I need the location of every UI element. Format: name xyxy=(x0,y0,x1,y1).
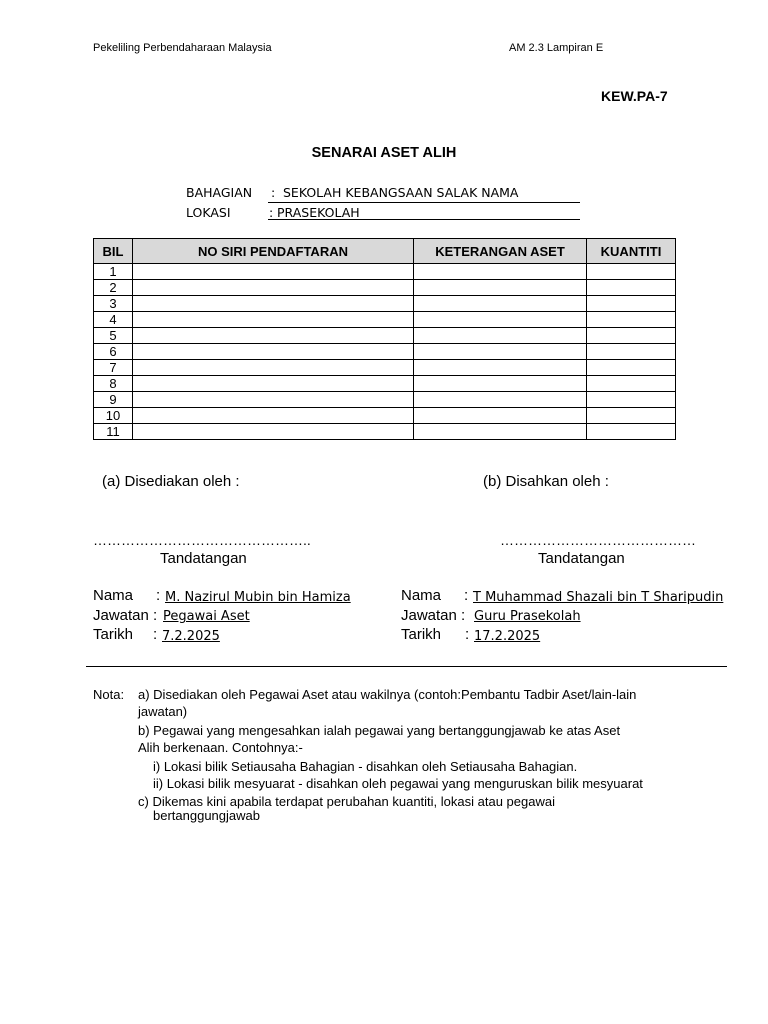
cell-no-siri[interactable] xyxy=(133,360,414,376)
asset-register-table xyxy=(93,238,676,440)
tarikh-label-right: Tarikh xyxy=(401,626,442,643)
lokasi-value: PRASEKOLAH xyxy=(277,205,360,220)
cell-keterangan[interactable] xyxy=(414,328,587,344)
row-bil: 6 xyxy=(94,344,133,360)
nama-colon-left: : xyxy=(156,587,161,604)
row-bil: 9 xyxy=(94,392,133,408)
cell-kuantiti[interactable] xyxy=(587,392,676,408)
signature-dots-left: ……………………………………….. xyxy=(93,532,311,548)
table-row xyxy=(94,392,676,408)
cell-keterangan[interactable] xyxy=(414,280,587,296)
cell-no-siri[interactable] xyxy=(133,296,414,312)
nota-b-ii: ii) Lokasi bilik mesyuarat - disahkan oleh pegawai yang menguruskan bilik mesyuarat xyxy=(153,776,643,791)
tarikh-value-left: 7.2.2025 xyxy=(162,629,220,644)
tarikh-value-right: 17.2.2025 xyxy=(474,629,541,644)
nota-label: Nota: xyxy=(93,687,125,702)
col-keterangan: KETERANGAN ASET xyxy=(414,239,587,264)
nota-a-line1: a) Disediakan oleh Pegawai Aset atau wakilnya (contoh:Pembantu Tadbir Aset/lain-lain xyxy=(138,687,637,702)
nama-label-left: Nama xyxy=(93,587,134,604)
table-row xyxy=(94,424,676,440)
nota-b-line1: b) Pegawai yang mengesahkan ialah pegawai yang bertanggungjawab ke atas Aset xyxy=(138,723,621,738)
nama-value-right: T Muhammad Shazali bin T Sharipudin xyxy=(473,590,724,605)
prepared-by-heading: (a) Disediakan oleh : xyxy=(102,473,240,490)
row-bil: 5 xyxy=(94,328,133,344)
row-bil: 8 xyxy=(94,376,133,392)
jawatan-label-right: Jawatan : xyxy=(401,607,466,624)
nota-b-line2: Alih berkenaan. Contohnya:- xyxy=(138,740,303,755)
cell-no-siri[interactable] xyxy=(133,312,414,328)
cell-keterangan[interactable] xyxy=(414,424,587,440)
header-left: Pekeliling Perbendaharaan Malaysia xyxy=(93,42,272,54)
nama-value-left: M. Nazirul Mubin bin Hamiza xyxy=(165,590,351,605)
row-bil: 3 xyxy=(94,296,133,312)
table-row xyxy=(94,344,676,360)
row-bil: 10 xyxy=(94,408,133,424)
cell-kuantiti[interactable] xyxy=(587,280,676,296)
row-bil: 1 xyxy=(94,264,133,280)
cell-kuantiti[interactable] xyxy=(587,328,676,344)
table-row xyxy=(94,408,676,424)
cell-kuantiti[interactable] xyxy=(587,376,676,392)
cell-kuantiti[interactable] xyxy=(587,424,676,440)
cell-no-siri[interactable] xyxy=(133,376,414,392)
bahagian-underline xyxy=(268,202,580,203)
form-code: KEW.PA-7 xyxy=(601,88,668,104)
table-row xyxy=(94,280,676,296)
col-no-siri: NO SIRI PENDAFTARAN xyxy=(133,239,414,264)
lokasi-sep: : xyxy=(269,205,274,220)
cell-kuantiti[interactable] xyxy=(587,408,676,424)
cell-keterangan[interactable] xyxy=(414,296,587,312)
bahagian-label: BAHAGIAN xyxy=(186,185,253,200)
nota-c-line1: c) Dikemas kini apabila terdapat perubahan kuantiti, lokasi atau pegawai xyxy=(138,794,555,809)
cell-kuantiti[interactable] xyxy=(587,344,676,360)
cell-keterangan[interactable] xyxy=(414,264,587,280)
jawatan-value-right: Guru Prasekolah xyxy=(474,609,581,624)
row-bil: 2 xyxy=(94,280,133,296)
cell-keterangan[interactable] xyxy=(414,360,587,376)
lokasi-underline xyxy=(268,219,580,220)
nama-colon-right: : xyxy=(464,587,469,604)
cell-no-siri[interactable] xyxy=(133,264,414,280)
cell-no-siri[interactable] xyxy=(133,424,414,440)
approved-by-heading: (b) Disahkan oleh : xyxy=(483,473,609,490)
nota-a-line2: jawatan) xyxy=(138,704,188,719)
header-right: AM 2.3 Lampiran E xyxy=(509,42,604,54)
cell-no-siri[interactable] xyxy=(133,408,414,424)
bahagian-value: SEKOLAH KEBANGSAAN SALAK NAMA xyxy=(283,185,519,200)
table-header-row xyxy=(94,239,676,264)
table-row xyxy=(94,312,676,328)
cell-no-siri[interactable] xyxy=(133,392,414,408)
cell-keterangan[interactable] xyxy=(414,344,587,360)
table-row xyxy=(94,376,676,392)
signature-label-right: Tandatangan xyxy=(538,550,625,567)
table-row xyxy=(94,296,676,312)
cell-kuantiti[interactable] xyxy=(587,312,676,328)
jawatan-value-left: Pegawai Aset xyxy=(163,609,250,624)
cell-keterangan[interactable] xyxy=(414,408,587,424)
jawatan-label-left: Jawatan : xyxy=(93,607,158,624)
cell-kuantiti[interactable] xyxy=(587,360,676,376)
signature-label-left: Tandatangan xyxy=(160,550,247,567)
section-divider xyxy=(86,666,727,667)
nota-b-i: i) Lokasi bilik Setiausaha Bahagian - disahkan oleh Setiausaha Bahagian. xyxy=(153,759,578,774)
tarikh-label-left: Tarikh xyxy=(93,626,134,643)
cell-keterangan[interactable] xyxy=(414,392,587,408)
table-row xyxy=(94,264,676,280)
cell-kuantiti[interactable] xyxy=(587,296,676,312)
nota-c-line2: bertanggungjawab xyxy=(153,808,260,823)
tarikh-colon-left: : xyxy=(153,626,158,643)
signature-dots-right: …………………………………… xyxy=(500,532,696,548)
tarikh-colon-right: : xyxy=(465,626,470,643)
row-bil: 11 xyxy=(94,424,133,440)
cell-keterangan[interactable] xyxy=(414,312,587,328)
cell-no-siri[interactable] xyxy=(133,344,414,360)
col-kuantiti: KUANTITI xyxy=(587,239,676,264)
cell-no-siri[interactable] xyxy=(133,328,414,344)
col-bil: BIL xyxy=(94,239,133,264)
cell-keterangan[interactable] xyxy=(414,376,587,392)
page-title: SENARAI ASET ALIH xyxy=(311,145,457,161)
row-bil: 7 xyxy=(94,360,133,376)
lokasi-label: LOKASI xyxy=(186,205,231,220)
bahagian-sep: : xyxy=(271,185,276,200)
row-bil: 4 xyxy=(94,312,133,328)
table-row xyxy=(94,328,676,344)
cell-no-siri[interactable] xyxy=(133,280,414,296)
table-row xyxy=(94,360,676,376)
cell-kuantiti[interactable] xyxy=(587,264,676,280)
nama-label-right: Nama xyxy=(401,587,442,604)
